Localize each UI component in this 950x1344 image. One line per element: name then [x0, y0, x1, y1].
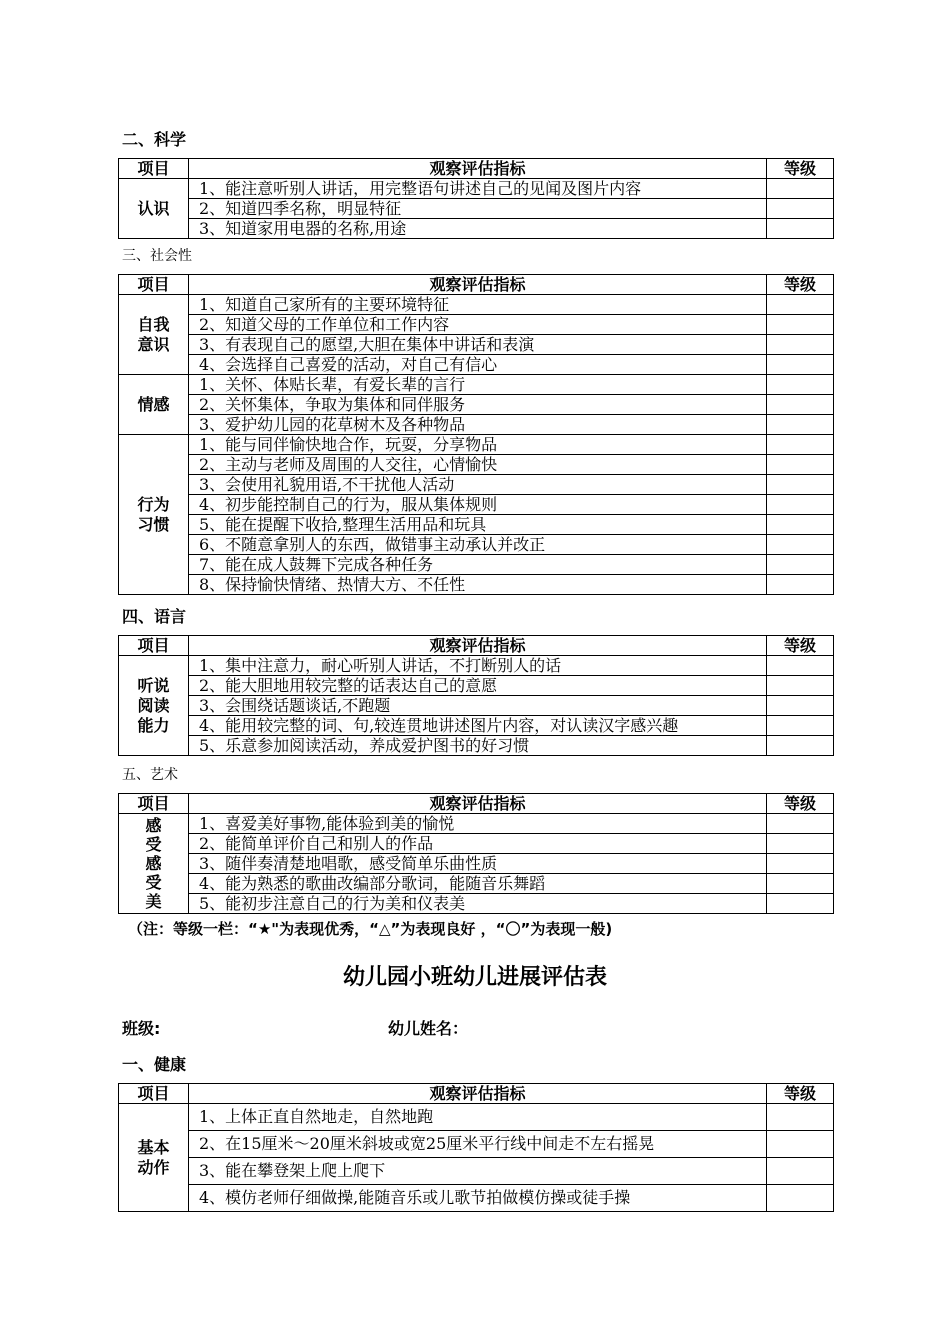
table-row	[119, 834, 834, 854]
grade-cell[interactable]	[767, 1185, 834, 1212]
social-table	[118, 274, 834, 595]
table-row	[119, 656, 834, 676]
table-row	[119, 199, 834, 219]
category-cell: 行为 习惯	[119, 435, 189, 595]
grade-cell[interactable]	[767, 1131, 834, 1158]
grade-cell[interactable]	[767, 656, 834, 676]
grade-cell[interactable]	[767, 295, 834, 315]
table-row	[119, 415, 834, 435]
indicator-cell: 2、能简单评价自己和别人的作品	[189, 834, 767, 854]
header-grade: 等级	[767, 636, 834, 656]
grade-cell[interactable]	[767, 716, 834, 736]
grade-cell[interactable]	[767, 495, 834, 515]
table-row	[119, 1104, 834, 1131]
table-row	[119, 716, 834, 736]
indicator-cell: 2、知道四季名称，明显特征	[189, 199, 767, 219]
category-cell: 基本 动作	[119, 1104, 189, 1212]
header-grade: 等级	[767, 1084, 834, 1104]
table-row	[119, 395, 834, 415]
table-row	[119, 696, 834, 716]
indicator-cell: 1、能与同伴愉快地合作，玩耍，分享物品	[189, 435, 767, 455]
table-row	[119, 1185, 834, 1212]
grade-cell[interactable]	[767, 736, 834, 756]
grade-cell[interactable]	[767, 676, 834, 696]
header-indicator: 观察评估指标	[189, 636, 767, 656]
table-row	[119, 355, 834, 375]
grade-cell[interactable]	[767, 395, 834, 415]
header-indicator: 观察评估指标	[189, 159, 767, 179]
table-row	[119, 535, 834, 555]
header-item: 项目	[119, 636, 189, 656]
grade-cell[interactable]	[767, 515, 834, 535]
indicator-cell: 2、关怀集体，争取为集体和同伴服务	[189, 395, 767, 415]
grade-cell[interactable]	[767, 555, 834, 575]
indicator-cell: 5、能在提醒下收拾,整理生活用品和玩具	[189, 515, 767, 535]
grade-cell[interactable]	[767, 696, 834, 716]
grade-cell[interactable]	[767, 315, 834, 335]
table-row	[119, 295, 834, 315]
science-table	[118, 158, 834, 239]
grade-cell[interactable]	[767, 475, 834, 495]
table-header-row	[119, 1084, 834, 1104]
table-row	[119, 435, 834, 455]
health-table	[118, 1083, 834, 1212]
indicator-cell: 3、随伴奏清楚地唱歌，感受简单乐曲性质	[189, 854, 767, 874]
table-row	[119, 315, 834, 335]
header-item: 项目	[119, 1084, 189, 1104]
indicator-cell: 2、主动与老师及周围的人交往，心情愉快	[189, 455, 767, 475]
table-row	[119, 515, 834, 535]
indicator-cell: 6、不随意拿别人的东西，做错事主动承认并改正	[189, 535, 767, 555]
indicator-cell: 2、知道父母的工作单位和工作内容	[189, 315, 767, 335]
indicator-cell: 3、能在攀登架上爬上爬下	[189, 1158, 767, 1185]
header-indicator: 观察评估指标	[189, 275, 767, 295]
table-row	[119, 555, 834, 575]
table-row	[119, 179, 834, 199]
table-header-row	[119, 275, 834, 295]
table-row	[119, 375, 834, 395]
table-row	[119, 1131, 834, 1158]
grade-cell[interactable]	[767, 335, 834, 355]
indicator-cell: 5、能初步注意自己的行为美和仪表美	[189, 894, 767, 914]
table-row	[119, 736, 834, 756]
grade-cell[interactable]	[767, 874, 834, 894]
indicator-cell: 2、能大胆地用较完整的话表达自己的意愿	[189, 676, 767, 696]
table-header-row	[119, 636, 834, 656]
table-row	[119, 455, 834, 475]
grade-cell[interactable]	[767, 854, 834, 874]
indicator-cell: 3、会使用礼貌用语,不干扰他人活动	[189, 475, 767, 495]
table-row	[119, 676, 834, 696]
grade-cell[interactable]	[767, 219, 834, 239]
table-row	[119, 335, 834, 355]
indicator-cell: 1、能注意听别人讲话，用完整语句讲述自己的见闻及图片内容	[189, 179, 767, 199]
indicator-cell: 4、能为熟悉的歌曲改编部分歌词，能随音乐舞蹈	[189, 874, 767, 894]
grade-cell[interactable]	[767, 1158, 834, 1185]
table-row	[119, 894, 834, 914]
indicator-cell: 3、有表现自己的愿望,大胆在集体中讲话和表演	[189, 335, 767, 355]
indicator-cell: 4、会选择自己喜爱的活动，对自己有信心	[189, 355, 767, 375]
indicator-cell: 1、关怀、体贴长辈，有爱长辈的言行	[189, 375, 767, 395]
category-cell: 自我 意识	[119, 295, 189, 375]
section-title-health: 一、健康	[122, 1055, 187, 1074]
indicator-cell: 4、初步能控制自己的行为，服从集体规则	[189, 495, 767, 515]
indicator-cell: 8、保持愉快情绪、热情大方、不任性	[189, 575, 767, 595]
indicator-cell: 2、在15厘米～20厘米斜坡或宽25厘米平行线中间走不左右摇晃	[189, 1131, 767, 1158]
header-grade: 等级	[767, 275, 834, 295]
grade-legend-note: （注：等级一栏：“★"为表现优秀，“△”为表现良好 ，“〇”为表现一般)	[128, 920, 613, 938]
grade-cell[interactable]	[767, 894, 834, 914]
grade-cell[interactable]	[767, 375, 834, 395]
table-row	[119, 854, 834, 874]
indicator-cell: 1、知道自己家所有的主要环境特征	[189, 295, 767, 315]
indicator-cell: 4、模仿老师仔细做操,能随音乐或儿歌节拍做模仿操或徒手操	[189, 1185, 767, 1212]
header-item: 项目	[119, 794, 189, 814]
table-row	[119, 874, 834, 894]
indicator-cell: 3、爱护幼儿园的花草树木及各种物品	[189, 415, 767, 435]
art-table	[118, 793, 834, 914]
indicator-cell: 3、会围绕话题谈话,不跑题	[189, 696, 767, 716]
header-grade: 等级	[767, 159, 834, 179]
class-label: 班级:	[122, 1019, 161, 1038]
grade-cell[interactable]	[767, 355, 834, 375]
grade-cell[interactable]	[767, 834, 834, 854]
grade-cell[interactable]	[767, 415, 834, 435]
grade-cell[interactable]	[767, 575, 834, 595]
grade-cell[interactable]	[767, 199, 834, 219]
table-row	[119, 475, 834, 495]
indicator-cell: 7、能在成人鼓舞下完成各种任务	[189, 555, 767, 575]
category-cell: 认识	[119, 179, 189, 239]
grade-cell[interactable]	[767, 535, 834, 555]
section-title-art: 五、艺术	[122, 767, 178, 783]
grade-cell[interactable]	[767, 455, 834, 475]
table-header-row	[119, 159, 834, 179]
grade-cell[interactable]	[767, 814, 834, 834]
header-grade: 等级	[767, 794, 834, 814]
indicator-cell: 4、能用较完整的词、句,较连贯地讲述图片内容，对认读汉字感兴趣	[189, 716, 767, 736]
form-title: 幼儿园小班幼儿进展评估表	[342, 965, 607, 990]
header-item: 项目	[119, 275, 189, 295]
grade-cell[interactable]	[767, 179, 834, 199]
indicator-cell: 1、喜爱美好事物,能体验到美的愉悦	[189, 814, 767, 834]
indicator-cell: 1、上体正直自然地走，自然地跑	[189, 1104, 767, 1131]
category-cell: 情感	[119, 375, 189, 435]
header-indicator: 观察评估指标	[189, 1084, 767, 1104]
grade-cell[interactable]	[767, 435, 834, 455]
header-item: 项目	[119, 159, 189, 179]
grade-cell[interactable]	[767, 1104, 834, 1131]
category-cell: 听说 阅读 能力	[119, 656, 189, 756]
table-row	[119, 575, 834, 595]
indicator-cell: 3、知道家用电器的名称,用途	[189, 219, 767, 239]
table-row	[119, 219, 834, 239]
table-header-row	[119, 794, 834, 814]
section-title-language: 四、语言	[122, 607, 187, 626]
child-name-label: 幼儿姓名：	[388, 1019, 469, 1038]
table-row	[119, 495, 834, 515]
language-table	[118, 635, 834, 756]
section-title-social: 三、社会性	[122, 248, 192, 264]
table-row	[119, 1158, 834, 1185]
category-cell: 感 受 感 受 美	[119, 814, 189, 914]
header-indicator: 观察评估指标	[189, 794, 767, 814]
section-title-science: 二、科学	[122, 130, 187, 149]
table-row	[119, 814, 834, 834]
indicator-cell: 5、乐意参加阅读活动，养成爱护图书的好习惯	[189, 736, 767, 756]
indicator-cell: 1、集中注意力，耐心听别人讲话，不打断别人的话	[189, 656, 767, 676]
